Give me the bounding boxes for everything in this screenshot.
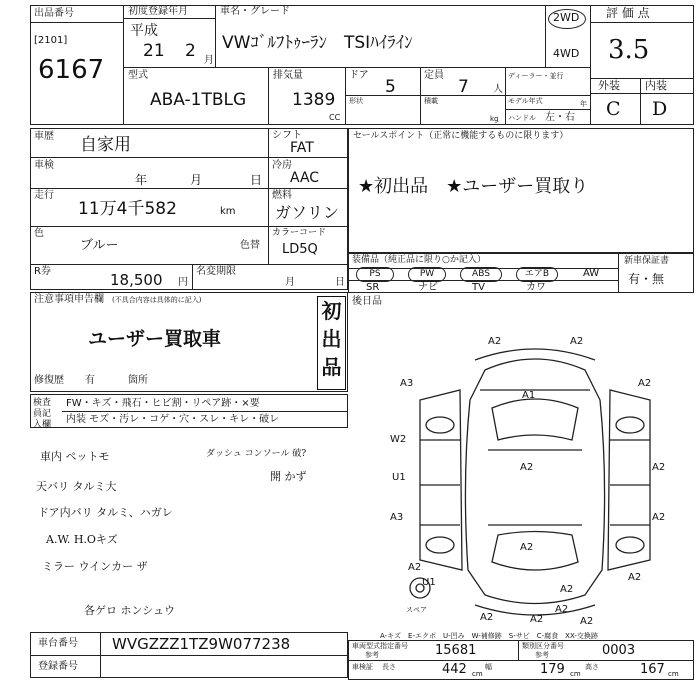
recycle-label: R券 [34, 266, 51, 277]
warranty-label: 新車保証書 [624, 256, 670, 266]
notes-text: ユーザー買取車 [88, 328, 222, 350]
mark-20: A2 [580, 616, 594, 627]
hw-note-1: 車内 ペットモ [40, 450, 110, 463]
car-name: VWｺﾞﾙﾌﾄｩｰﾗﾝ TSIﾊｲﾗｲﾝ [222, 33, 413, 53]
rating-value: 3.5 [608, 35, 650, 65]
mark-4: A1 [522, 390, 536, 401]
model-code-label: 車両型式指定番号 [352, 642, 408, 650]
category-label: 類別区分番号 [522, 642, 564, 650]
equip-pw: PW [408, 267, 446, 282]
repair-label: 修復歴 [34, 375, 64, 386]
inspection-day: 日 [250, 173, 263, 187]
length-label: 長さ [382, 663, 396, 671]
mark-1: A2 [488, 336, 502, 347]
hw-note-6: 各ゲロ ホンシュウ [84, 604, 176, 617]
equip-abs: ABS [460, 267, 502, 282]
damage-legend: A-キズ E-エクボ U-凹み W-補修跡 S-サビ C-腐食 XX-交換跡 [380, 632, 598, 640]
capacity-label: 定員 [424, 70, 444, 81]
category-ref: 参考 [535, 651, 549, 659]
drive-2wd: 2WD [553, 11, 580, 24]
mark-9: A2 [652, 462, 666, 473]
color-value: ブルー [80, 238, 119, 253]
height-value: 167 [640, 662, 665, 677]
first-listing-char-3: 品 [321, 355, 342, 379]
first-listing-char-2: 出 [321, 327, 342, 351]
registration-label: 登録番号 [38, 661, 78, 672]
category-value: 0003 [602, 643, 636, 658]
first-listing-char-1: 初 [321, 299, 342, 323]
mark-10: A3 [390, 512, 404, 523]
doors-label: ドア [349, 70, 369, 81]
steering-label: ハンドル [508, 114, 536, 122]
length-value: 442 [442, 662, 467, 677]
exterior-grade: C [606, 98, 621, 120]
capacity-unit: 人 [493, 84, 503, 95]
inspector-row-1: FW・キズ・飛石・ヒビ割・リペア跡・×要 [66, 398, 260, 409]
shape-label: 形状 [349, 97, 363, 105]
dealer-label: ディーラー・並行 [508, 72, 564, 80]
spare-label: スペア [406, 606, 427, 614]
length-unit: cm [472, 670, 483, 678]
hw-note-8: 開 かず [270, 470, 307, 483]
height-unit: cm [668, 670, 679, 678]
exterior-label: 外装 [598, 79, 620, 92]
rating-label: 評 価 点 [606, 6, 650, 20]
equip-navi: ナビ [418, 282, 438, 293]
equip-airbag: エアB [516, 267, 558, 282]
mark-13: A2 [408, 562, 422, 573]
mark-7: A2 [520, 462, 534, 473]
lot-label: 出品番号 [34, 8, 74, 19]
hw-note-5: ミラー ウインカー ザ [42, 560, 148, 573]
mileage-value: 11万4千582 [78, 199, 177, 219]
equip-aw: AW [583, 268, 600, 279]
model-value: ABA-1TBLG [150, 90, 247, 110]
model-label: 型式 [128, 70, 148, 81]
mark-18: A2 [530, 614, 544, 625]
inspector-label: 検査員記入欄 [33, 398, 52, 430]
displacement-unit: CC [329, 113, 341, 122]
hw-note-7: ダッシュ コンソール 破? [206, 449, 307, 459]
first-reg-label: 初度登録年月 [128, 6, 188, 17]
mark-11: A2 [652, 512, 666, 523]
recycle-value: 18,500 [110, 271, 163, 289]
mark-15: A2 [628, 572, 642, 583]
car-damage-diagram [380, 330, 690, 630]
steering-value: 左・右 [545, 112, 575, 123]
cert-label: 車検証 [352, 663, 373, 671]
load-unit: kg [490, 115, 499, 123]
color-label: 色 [34, 228, 44, 239]
equip-sr: SR [366, 282, 380, 293]
color-code-value: LD5Q [282, 242, 318, 257]
capacity-value: 7 [458, 77, 469, 97]
hw-note-4: A.W. H.Oキズ [46, 533, 118, 546]
width-value: 179 [540, 662, 565, 677]
repair-value: 有 [85, 375, 95, 386]
inspection-year: 年 [135, 173, 148, 187]
fuel-value: ガソリン [275, 203, 340, 222]
equipment-header: 装備品（純正品に限り○か記入） [352, 255, 486, 265]
load-label: 積載 [424, 97, 438, 105]
sales-header: セールスポイント（正常に機能するものに限ります） [353, 131, 569, 141]
reg-month: 2 [185, 41, 196, 61]
mileage-unit: km [220, 206, 236, 217]
fuel-label: 燃料 [272, 190, 292, 201]
notes-label: 注意事項申告欄 [34, 294, 104, 305]
hw-note-3: ドア内バリ タルミ、ハガレ [38, 506, 173, 519]
mark-2: A2 [570, 336, 584, 347]
sales-text: ★初出品 ★ユーザー買取り [358, 176, 589, 197]
lot-number: 6167 [38, 55, 105, 85]
model-year-unit: 年 [580, 100, 587, 108]
shift-value: FAT [290, 140, 314, 156]
doors-value: 5 [385, 77, 396, 97]
inspection-month: 月 [190, 173, 203, 187]
repaint-label: 色替 [240, 240, 260, 251]
model-code-ref: 参考 [365, 651, 379, 659]
notes-sublabel: (不具合内容は具体的に記入) [112, 296, 202, 304]
mark-14: U1 [422, 577, 436, 588]
mark-3: A3 [400, 378, 414, 389]
model-code-value: 15681 [435, 643, 477, 658]
hw-note-2: 天バリ タルミ大 [36, 480, 117, 493]
era: 平成 [130, 23, 158, 39]
equip-ps: PS [356, 267, 394, 282]
usage-value: 自家用 [80, 135, 131, 155]
ac-label: 冷房 [272, 160, 292, 171]
mark-19: A2 [555, 604, 569, 615]
displacement-value: 1389 [292, 90, 336, 110]
height-label: 高さ [585, 663, 599, 671]
mark-6: W2 [390, 434, 407, 445]
rear-label: 後日品 [352, 296, 382, 307]
mark-8: U1 [392, 472, 406, 483]
car-name-label: 車名・グレード [220, 6, 290, 17]
inspector-row-2: 内装 モズ・汚レ・コゲ・穴・スレ・キレ・破レ [66, 414, 280, 425]
width-unit: cm [570, 670, 581, 678]
first-listing-stamp [317, 296, 346, 390]
lot-code: [2101] [34, 35, 68, 46]
reg-year: 21 [143, 41, 165, 61]
repair-unit: 箇所 [128, 375, 148, 386]
displacement-label: 排気量 [273, 70, 303, 81]
mark-16: A2 [560, 584, 574, 595]
interior-grade: D [652, 98, 668, 120]
recycle-unit: 円 [178, 277, 188, 288]
interior-label: 内装 [645, 79, 667, 92]
mark-12: A2 [520, 542, 534, 553]
warranty-value: 有・無 [628, 272, 665, 286]
drive-4wd: 4WD [553, 47, 580, 60]
damage-marks [390, 336, 665, 627]
mark-5: A2 [638, 378, 652, 389]
equip-leather: カワ [526, 282, 546, 293]
width-label: 幅 [485, 663, 492, 671]
mark-17: A2 [480, 612, 494, 623]
ac-value: AAC [290, 170, 320, 186]
chassis-value: WVGZZZ1TZ9W077238 [112, 635, 291, 653]
model-year-label: モデル年式 [508, 97, 543, 105]
name-change-month: 月 [285, 277, 295, 288]
month-unit: 月 [204, 55, 214, 66]
usage-label: 車歴 [34, 131, 54, 142]
inspection-label: 車検 [34, 160, 54, 171]
shift-label: シフト [272, 130, 302, 141]
name-change-label: 名変期限 [196, 266, 236, 277]
mileage-label: 走行 [34, 190, 54, 201]
chassis-label: 車台番号 [38, 638, 78, 649]
equip-tv: TV [472, 282, 485, 293]
color-code-label: カラーコード [272, 228, 327, 238]
name-change-day: 日 [335, 277, 345, 288]
